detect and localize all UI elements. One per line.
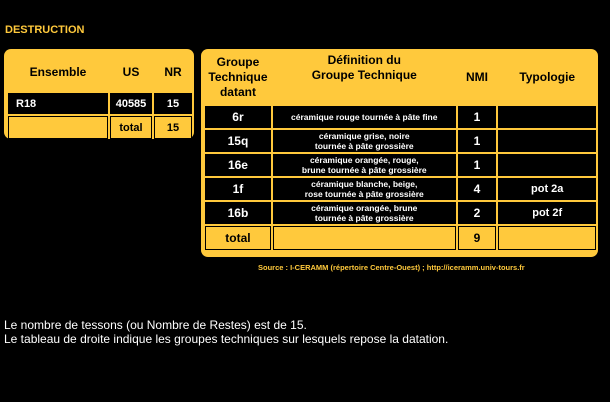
header-us: US [110, 53, 152, 91]
cell-total-nr: 15 [154, 116, 192, 139]
table-row [205, 154, 596, 176]
cell-total-label: total [205, 226, 271, 250]
ensemble-table-header [8, 53, 192, 91]
table-row [205, 130, 596, 152]
groupe-table-header [205, 51, 596, 104]
total-row [8, 116, 192, 139]
table-row [8, 93, 192, 114]
cell-code: 16e [205, 154, 271, 176]
header-nmi: NMI [458, 51, 497, 104]
cell-nr: 15 [154, 93, 192, 114]
cell-us: 40585 [110, 93, 152, 114]
cell-code: 6r [205, 106, 271, 128]
cell-code: 15q [205, 130, 271, 152]
groupe-technique-panel [201, 49, 598, 257]
ensemble-table-panel [4, 49, 194, 139]
cell-empty [8, 116, 108, 139]
header-definition: Définition du Groupe Technique [273, 51, 456, 104]
cell-nmi: 1 [458, 106, 497, 128]
note-text: Le nombre de tessons (ou Nombre de Restes) est de 15. [4, 318, 307, 332]
cell-empty [498, 226, 596, 250]
cell-ensemble: R18 [8, 93, 108, 114]
cell-definition: céramique blanche, beige, rose tournée à pâte grossière [273, 178, 456, 200]
cell-nmi: 1 [458, 130, 497, 152]
cell-total-nmi: 9 [458, 226, 497, 250]
cell-nmi: 1 [458, 154, 497, 176]
cell-nmi: 2 [458, 202, 497, 224]
ensemble-table [6, 51, 194, 141]
header-nr: NR [154, 53, 192, 91]
groupe-technique-table [203, 49, 598, 252]
table-row [205, 178, 596, 200]
table-row [205, 202, 596, 224]
table-row [205, 106, 596, 128]
page-title: DESTRUCTION [5, 24, 85, 36]
cell-typologie [498, 106, 596, 128]
note-text: Le tableau de droite indique les groupes techniques sur lesquels repose la datation. [4, 332, 449, 346]
header-ensemble: Ensemble [8, 53, 108, 91]
cell-typologie: pot 2f [498, 202, 596, 224]
cell-total-label: total [110, 116, 152, 139]
total-row [205, 226, 596, 250]
cell-definition: céramique rouge tournée à pâte fine [273, 106, 456, 128]
cell-typologie [498, 130, 596, 152]
cell-code: 1f [205, 178, 271, 200]
cell-empty [273, 226, 456, 250]
cell-nmi: 4 [458, 178, 497, 200]
source-credit: Source : I-CERAMM (répertoire Centre-Ouest) ; http://iceramm.univ-tours.fr [258, 263, 525, 272]
header-typologie: Typologie [498, 51, 596, 104]
cell-code: 16b [205, 202, 271, 224]
cell-definition: céramique grise, noire tournée à pâte grossière [273, 130, 456, 152]
cell-typologie: pot 2a [498, 178, 596, 200]
cell-typologie [498, 154, 596, 176]
cell-definition: céramique orangée, rouge, brune tournée à pâte grossière [273, 154, 456, 176]
header-groupe: Groupe Technique datant [205, 51, 271, 104]
cell-definition: céramique orangée, brune tournée à pâte grossière [273, 202, 456, 224]
